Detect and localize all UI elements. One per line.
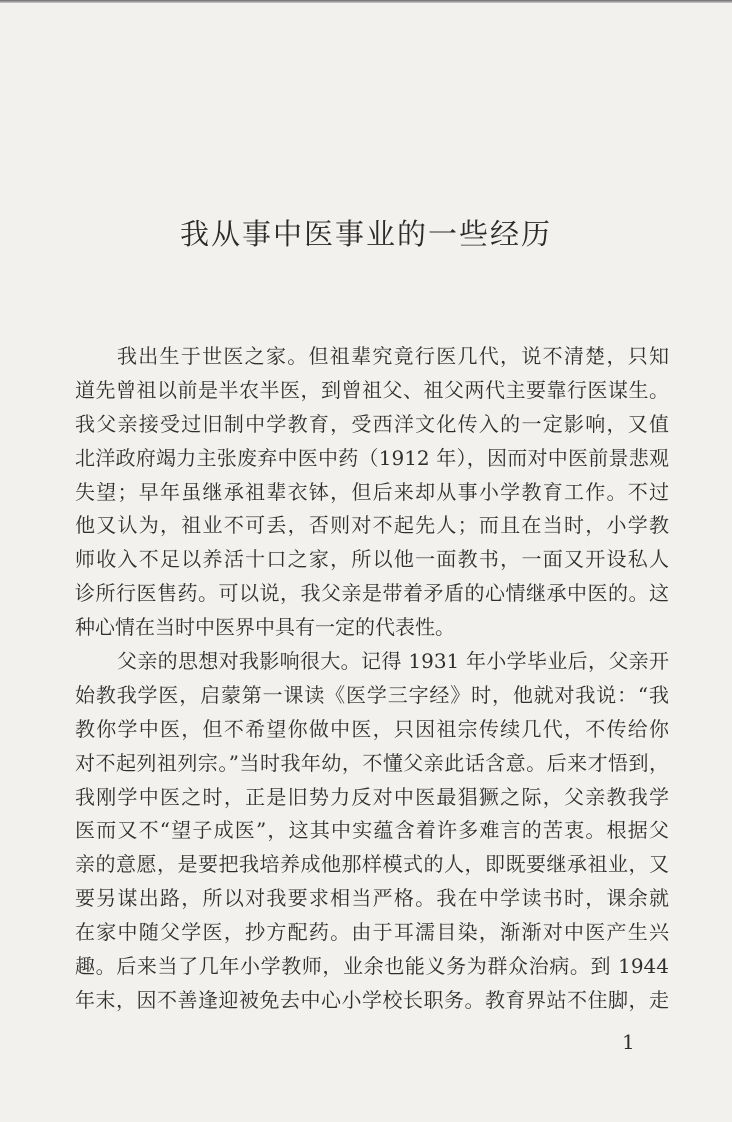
- page-number: 1: [622, 1030, 635, 1054]
- text-line: 医而又不“望子成医”，这其中实蕴含着许多难言的苦衷。根据父: [75, 818, 669, 843]
- text-line: 我出生于世医之家。但祖辈究竟行医几代，说不清楚，只知: [117, 344, 669, 368]
- text-line: 在家中随父学医，抄方配药。由于耳濡目染，渐渐对中医产生兴: [75, 920, 669, 945]
- text-line: 年末，因不善逢迎被免去中心小学校长职务。教育界站不住脚，走: [75, 987, 669, 1012]
- text-line: 种心情在当时中医界中具有一定的代表性。: [75, 615, 455, 640]
- text-line: 师收入不足以养活十口之家，所以他一面教书，一面又开设私人: [75, 547, 669, 572]
- text-line: 我刚学中医之时，正是旧势力反对中医最猖獗之际，父亲教我学: [75, 784, 669, 809]
- text-line: 趣。后来当了几年小学教师，业余也能义务为群众治病。到 1944: [75, 954, 669, 979]
- body-text: [75, 340, 669, 1018]
- text-line: 始教我学医，启蒙第一课读《医学三字经》时，他就对我说：“我: [75, 682, 669, 707]
- text-line: 亲的意愿，是要把我培养成他那样模式的人，即既要继承祖业，又: [75, 852, 669, 877]
- text-line: 道先曾祖以前是半农半医，到曾祖父、祖父两代主要靠行医谋生。: [75, 377, 669, 402]
- text-line: 要另谋出路，所以对我要求相当严格。我在中学读书时，课余就: [75, 886, 669, 911]
- text-line: 对不起列祖列宗。”当时我年幼，不懂父亲此话含意。后来才悟到，: [75, 750, 669, 775]
- text-line: 诊所行医售药。可以说，我父亲是带着矛盾的心情继承中医的。这: [75, 581, 669, 606]
- text-line: 父亲的思想对我影响很大。记得 1931 年小学毕业后，父亲开: [117, 649, 669, 674]
- text-line: 教你学中医，但不希望你做中医，只因祖宗传续几代，不传给你: [75, 716, 669, 741]
- text-line: 我父亲接受过旧制中学教育，受西洋文化传入的一定影响，又值: [75, 411, 669, 436]
- scan-edge: [0, 0, 732, 3]
- page-title: 我从事中医事业的一些经历: [179, 217, 552, 251]
- text-line: 失望；早年虽继承祖辈衣钵，但后来却从事小学教育工作。不过: [75, 479, 669, 504]
- text-line: 他又认为，祖业不可丢，否则对不起先人；而且在当时，小学教: [75, 513, 669, 538]
- text-line: 北洋政府竭力主张废弃中医中药（1912 年），因而对中医前景悲观: [75, 445, 669, 470]
